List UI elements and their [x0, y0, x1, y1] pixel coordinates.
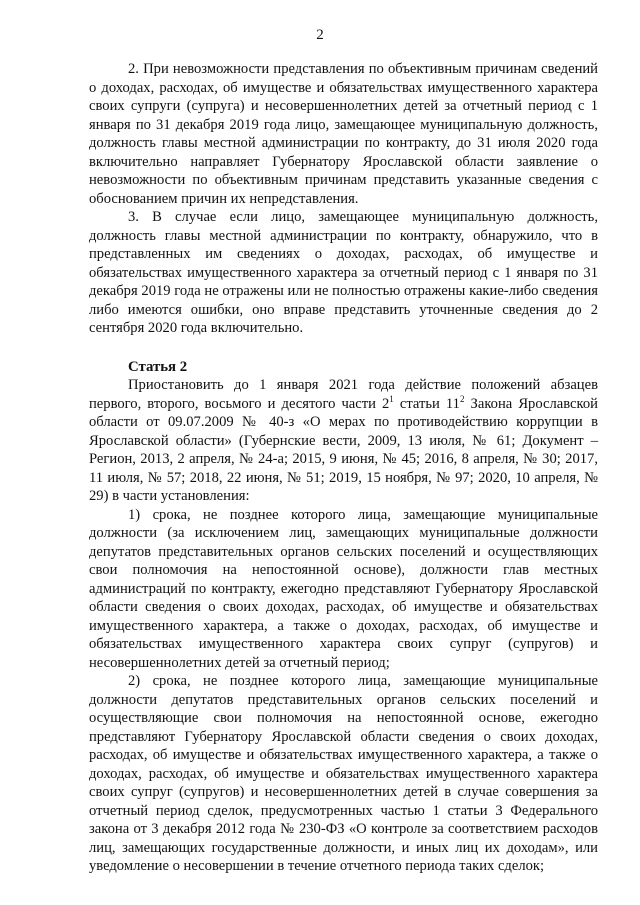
clause-2-paragraph: 2. При невозможности представления по объективным причинам сведений о доходах, расходах, об имуществе и обязательствах имущественного характера своих супруги (супруга) и несовершеннолетних детей за отчетный период с 1 января по 31 декабря 2019 года лицо, замещающее муниципальную должность, должность главы местной администрации по контракту, до 31 июля 2020 года включительно направляет Губернатору Ярославской области заявление о невозможности по объективным причинам представить указанные сведения с обоснованием причин их непредставления. — [89, 61, 598, 207]
article-2-intro-text-3: Закона Ярославской области от 09.07.2009 № 40-з «О мерах по противодействию коррупции в Ярославской области» (Губернские вести, 2009, 13 июля, № 61; Документ – Регион, 2013, 2 апреля, № 24-а; 2015, 9 июня, № 45; 2016, 8 апреля, № 30; 2017, 11 июля, № 57; 2018, 22 июня, № 51; 2019, 15 ноября, № 97; 2020, 10 апреля, № 29) в части установления: — [89, 395, 598, 504]
section-gap — [89, 338, 598, 358]
article-2-heading: Статья 2 — [128, 358, 188, 375]
article-2-intro-paragraph — [89, 376, 598, 506]
article-2-intro-text-2: статьи 11 — [393, 395, 460, 412]
item-2-paragraph: 2) срока, не позднее которого лица, замещающие муниципальные должности депутатов представительных органов сельских поселений и осуществляющие свои полномочия на непостоянной основе, ежегодно представляют Губернатору Ярославской области сведения о своих доходах, расходах, об имуществе и обязательствах имущественного характера, а также о доходах, расходах, об имуществе и обязательствах имущественного характера своих супруг (супругов) и несовершеннолетних детей в случае совершения за отчетный период сделок, предусмотренных частью 1 статьи 3 Федерального закона от 3 декабря 2012 года № 230-ФЗ «О контроле за соответствием расходов лиц, замещающих государственные должности, и иных лиц их доходам», или уведомление о несовершении в течение отчетного периода таких сделок; — [89, 673, 598, 874]
page-number: 2 — [316, 27, 324, 43]
article-superscript: 2 — [459, 393, 465, 404]
clause-3-paragraph: 3. В случае если лицо, замещающее муниципальную должность, должность главы местной администрации по контракту, обнаружило, что в представленных им сведениях о доходах, расходах, об имуществе и обязательствах имущественного характера за отчетный период с 1 января по 31 декабря 2019 года не отражены или не полностью отражены какие-либо сведения либо имеются ошибки, оно вправе представить уточненные сведения до 2 сентября 2020 года включительно. — [89, 209, 598, 336]
item-1-paragraph: 1) срока, не позднее которого лица, замещающие муниципальные должности (за исключением лиц, замещающих муниципальные должности депутатов представительных органов сельских поселений и осуществляющих свои полномочия на непостоянной основе), должности глав местных администраций по контракту, ежегодно представляют Губернатору Ярославской области сведения о своих доходах, расходах, об имуществе и обязательствах имущественного характера, а также о доходах, расходах, об имуществе и обязательствах имущественного характера своих супруг (супругов) и несовершеннолетних детей за отчетный период; — [89, 506, 598, 671]
document-body — [89, 60, 598, 876]
article-2-intro-text-1: Приостановить до 1 января 2021 года действие положений абзацев первого, второго, восьмого и десятого части 2 — [89, 377, 598, 412]
part-superscript: 1 — [389, 393, 394, 404]
